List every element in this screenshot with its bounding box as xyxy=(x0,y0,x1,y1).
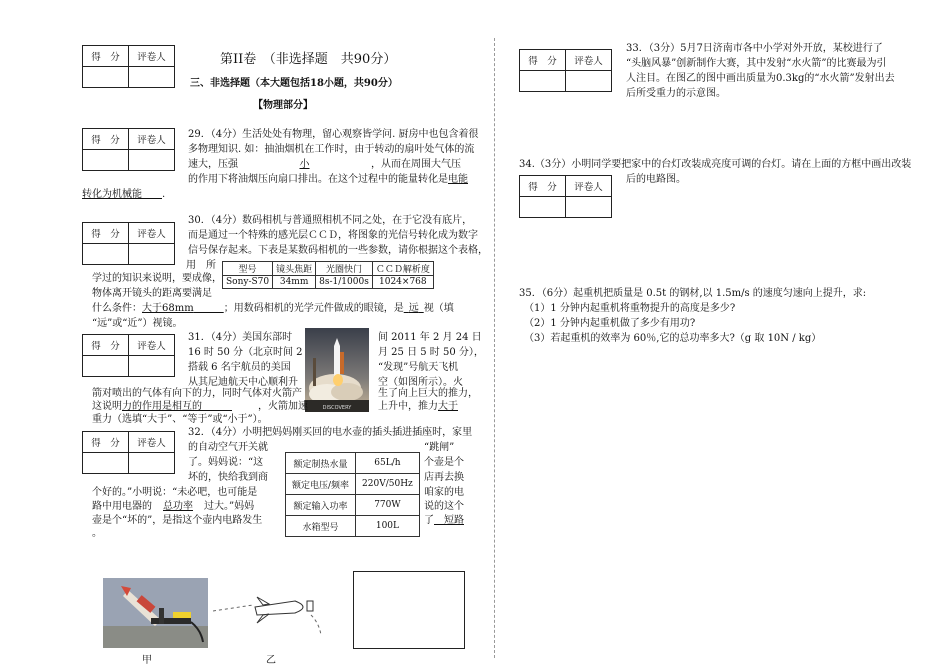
score-label: 得 分 xyxy=(520,50,566,71)
kettle-spec-label: 额定输入功率 xyxy=(286,495,356,516)
grader-label: 评卷人 xyxy=(566,176,612,197)
q29-line5: 转化为机械能 . xyxy=(82,189,166,200)
q31-line2a: 16 时 50 分（北京时间 2 xyxy=(188,347,303,358)
spec-header: 光圈快门 xyxy=(316,262,373,276)
section-heading: 三、非选择题（本大题包括18小题，共90分） xyxy=(190,78,398,89)
grader-label: 评卷人 xyxy=(129,432,175,453)
kettle-spec-value: 770W xyxy=(356,495,420,516)
q31-blank2: 大于 xyxy=(438,401,458,412)
kettle-spec-table xyxy=(285,452,420,537)
q32-line5a: 个好的。”小明说：“未必吧，也可能是 xyxy=(92,487,258,498)
q30-line2: 而是通过一个特殊的感光层ＣＣＤ，将图象的光信号转化成为数字 xyxy=(188,230,478,241)
kettle-spec-value: 220V/50Hz xyxy=(356,474,420,495)
grader-cell xyxy=(566,197,612,218)
shuttle-launch-photo xyxy=(305,328,369,412)
score-cell xyxy=(83,244,129,265)
q29-line2: 多物理知识. 如：抽油烟机在工作时，由于转动的扇叶处气体的流 xyxy=(188,144,475,155)
q31-line1a: 31．（4分）美国东部时 xyxy=(188,332,293,343)
spec-header: 镜头焦距 xyxy=(273,262,316,276)
q30-line4: 用 所 xyxy=(186,260,216,271)
score-cell xyxy=(520,197,566,218)
score-box-q33 xyxy=(519,49,612,92)
q31-line3b: “发现”号航天飞机 xyxy=(378,362,459,373)
spec-cell: Sony-S70 xyxy=(223,276,273,289)
q30-line3: 信号保存起来。下表是某数码相机的一些参数，请你根据这个表格， xyxy=(188,245,488,256)
kettle-spec-value: 100L xyxy=(356,516,420,537)
column-divider xyxy=(494,38,495,658)
figure-jia-label: 甲 xyxy=(142,655,152,666)
spec-header: ＣＣＤ解析度 xyxy=(372,262,433,276)
score-label: 得 分 xyxy=(83,432,129,453)
q29-blank2: 电能 xyxy=(448,174,468,185)
score-label: 得 分 xyxy=(83,46,129,67)
grader-label: 评卷人 xyxy=(129,46,175,67)
q32-line4b: 店再去换 xyxy=(424,472,464,483)
q31-line2b: 月 25 日 5 时 50 分）， xyxy=(378,347,484,358)
spec-cell: 1024×768 xyxy=(372,276,433,289)
kettle-spec-label: 额定电压/频率 xyxy=(286,474,356,495)
q31-line4a: 从其尼迪航天中心顺利升 xyxy=(188,377,298,388)
q31-line4b: 空（如图所示）。火 xyxy=(378,377,463,388)
q32-line8: 。 xyxy=(92,528,102,539)
q32-line5b: 咱家的电 xyxy=(424,487,464,498)
q30-line8: “远”或“近”）视镜。 xyxy=(92,318,183,329)
q30-line1: 30．（4分）数码相机与普通照相机不同之处，在于它没有底片， xyxy=(188,215,473,226)
q32-line2b: “跳闸” xyxy=(424,442,455,453)
q35-line3: （2）1 分钟内起重机做了多少有用功? xyxy=(524,318,696,329)
q31-line7: 重力（选填“大于”、“等于”或“小于”）。 xyxy=(92,414,268,425)
score-cell xyxy=(83,150,129,171)
part-heading: 【物理部分】 xyxy=(253,100,313,111)
grader-label: 评卷人 xyxy=(566,50,612,71)
q32-line3b: 个壶是个 xyxy=(424,457,464,468)
score-cell xyxy=(520,71,566,92)
figure-yi-label: 乙 xyxy=(266,655,276,666)
q31-line1b: 间 2011 年 2 月 24 日 xyxy=(378,332,482,343)
photo-caption: DISCOVERY xyxy=(322,405,352,411)
score-label: 得 分 xyxy=(520,176,566,197)
grader-cell xyxy=(129,150,175,171)
score-box-q34 xyxy=(519,175,612,218)
spec-header: 型号 xyxy=(223,262,273,276)
q32-blank1: 总功率 xyxy=(163,501,193,512)
q32-line2a: 的自动空气开关就 xyxy=(188,442,268,453)
score-cell xyxy=(83,356,129,377)
q33-line1: 33．（3分）5月7日济南市各中小学对外开放，某校进行了 xyxy=(626,43,883,54)
q32-line6a: 路中用电器的 总功率 过大。”妈妈 xyxy=(92,501,255,512)
grader-cell xyxy=(129,244,175,265)
grader-cell xyxy=(129,67,175,88)
q32-line6d: 说的这个 xyxy=(424,501,464,512)
q32-line7b: 了 短路 xyxy=(424,515,464,526)
score-box-header xyxy=(82,45,175,88)
page-title: 第II卷 （非选择题 共90分） xyxy=(220,52,397,67)
spec-cell: 8s-1/1000s xyxy=(316,276,373,289)
spec-cell: 34mm xyxy=(273,276,316,289)
q35-line4: （3）若起重机的效率为 60％,它的总功率多大?（g 取 10N / kg） xyxy=(524,333,822,344)
q30-line5: 学过的知识来说明，要成像， xyxy=(92,273,222,284)
score-label: 得 分 xyxy=(83,129,129,150)
score-box-q31 xyxy=(82,334,175,377)
q31-line5b: 生了向上巨大的推力， xyxy=(378,388,478,399)
kettle-spec-label: 额定制热水量 xyxy=(286,453,356,474)
grader-label: 评卷人 xyxy=(129,335,175,356)
figure-yi-rocket xyxy=(213,585,325,637)
q31-line6c: ，火箭加速 xyxy=(258,401,308,412)
grader-label: 评卷人 xyxy=(129,129,175,150)
score-label: 得 分 xyxy=(83,223,129,244)
figure-jia-photo xyxy=(103,578,208,648)
q32-line7a: 壶是个“坏的”，是指这个壶内电路发生 xyxy=(92,515,263,526)
kettle-spec-value: 65L/h xyxy=(356,453,420,474)
q31-line6d: 上升中，推力大于 xyxy=(378,401,458,412)
score-cell xyxy=(83,67,129,88)
q35-line1: 35．（6分）起重机把质量是 0.5t 的钢材,以 1.5m/s 的速度匀速向上提升，求: xyxy=(519,288,867,299)
q33-line2: “头脑风暴”创新制作大赛，其中发射“水火箭”的比赛最为引 xyxy=(626,58,887,69)
q29-blank1: 小 xyxy=(299,159,310,170)
q29-line1: 29．（4分）生活处处有物理，留心观察皆学问. 厨房中也包含着很 xyxy=(188,129,479,140)
score-box-q30 xyxy=(82,222,175,265)
circuit-answer-box[interactable] xyxy=(353,571,465,649)
grader-cell xyxy=(566,71,612,92)
q29-line3: 速大，压强 小 ，从而在周围大气压 xyxy=(188,159,461,170)
score-box-q29 xyxy=(82,128,175,171)
q34-line2: 后的电路图。 xyxy=(626,174,686,185)
grader-cell xyxy=(129,453,175,474)
q32-blank2: 短路 xyxy=(444,515,464,526)
q33-line3: 人注目。在图乙的图中画出质量为0.3kg的“水火箭”发射出去 xyxy=(626,73,895,84)
score-label: 得 分 xyxy=(83,335,129,356)
q29-blank2-cont: 转化为机械能 xyxy=(82,189,142,200)
q29-line4: 的作用下将油烟压向扇口排出。在这个过程中的能量转化是电能 xyxy=(188,174,468,185)
grader-label: 评卷人 xyxy=(129,223,175,244)
kettle-spec-label: 水箱型号 xyxy=(286,516,356,537)
q31-line6a: 这说明力的作用是相互的 xyxy=(92,401,202,412)
q32-line1: 32．（4分）小明把妈妈刚买回的电水壶的插头插进插座时，家里 xyxy=(188,427,473,438)
q30-blank2: 远 xyxy=(408,303,419,314)
grader-cell xyxy=(129,356,175,377)
score-box-q32 xyxy=(82,431,175,474)
score-cell xyxy=(83,453,129,474)
q32-line3a: 了。妈妈说：“这 xyxy=(188,457,264,468)
q32-line4a: 坏的，快给我到商 xyxy=(188,472,268,483)
q33-line4: 后所受重力的示意图。 xyxy=(626,88,726,99)
q34-line1: 34.（3分）小明同学要把家中的台灯改装成亮度可调的台灯。请在上面的方框中画出改装 xyxy=(519,159,912,170)
camera-spec-table xyxy=(222,261,434,289)
q31-blank1: 力的作用是相互的 xyxy=(122,401,202,412)
q31-line3a: 搭载 6 名宇航员的美国 xyxy=(188,362,291,373)
q30-line7: 什么条件：大于68mm ；用数码相机的光学元件做成的眼镜，是 远 视（填 xyxy=(92,303,454,314)
q35-line2: （1）1 分钟内起重机将重物提升的高度是多少? xyxy=(524,303,736,314)
q30-line6: 物体离开镜头的距离要满足 xyxy=(92,288,212,299)
q30-blank1: 大于68mm xyxy=(142,303,194,314)
q31-line5a: 箭对喷出的气体有向下的力，同时气体对火箭产 xyxy=(92,388,302,399)
